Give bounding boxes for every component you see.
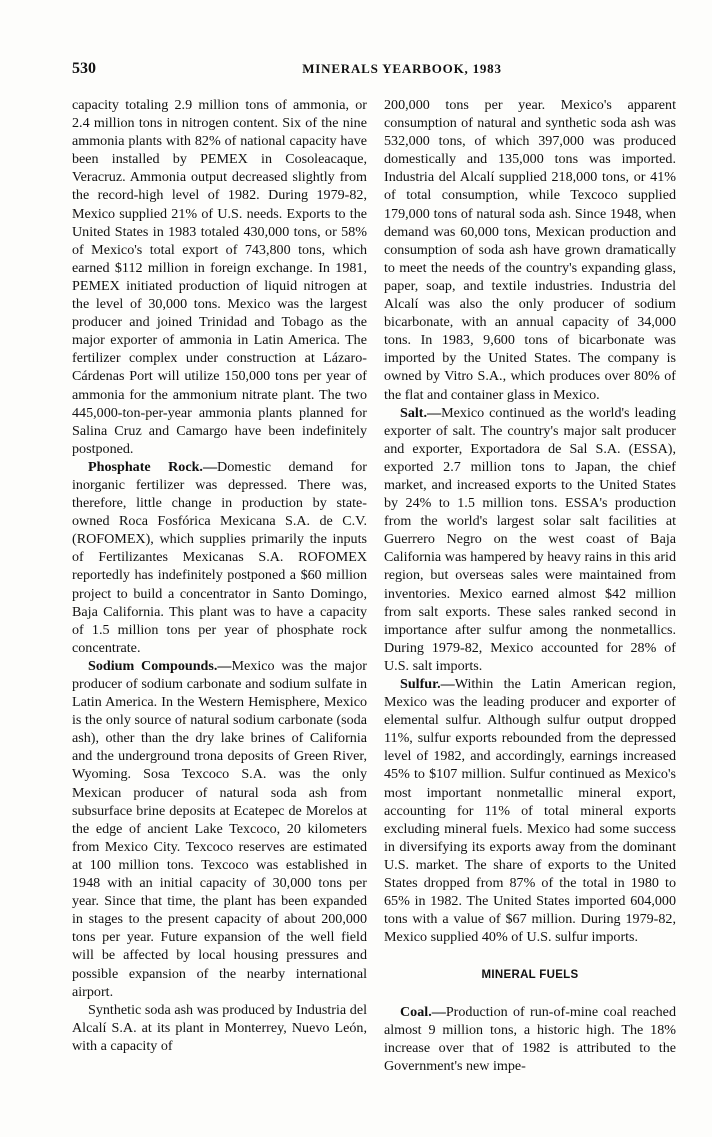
sulfur-heading: Sulfur.— [400,676,455,692]
sulfur-paragraph [384,675,676,946]
coal-paragraph [384,1003,676,1075]
coal-text: Production of run-of-mine coal reached almost 9 million tons, a historic high. The 18% increase over that of 1982 is attributed to the Government's new impe- [384,1003,676,1074]
synthetic-soda-ash-paragraph: Synthetic soda ash was produced by Industria del Alcalí S.A. at its plant in Monterrey, Nuevo León, with a capacity of [72,1001,367,1054]
sodium-compounds-paragraph [72,657,367,1001]
sodium-compounds-heading: Sodium Compounds.— [88,657,232,674]
phosphate-rock-text: Domestic demand for inorganic fertilizer was depressed. There was, therefore, little change in production by state-owned Roca Fosfórica Mexicana S.A. de C.V. (ROFOMEX), which supplies primarily the inputs of Fertilizantes Mexicanas S.A. ROFOMEX reportedly has indefinitely postponed a $60 million project to build a concentrator in Santo Domingo, Baja California. This plant was to have a capacity of 1.5 million tons per year of phosphate rock concentrate. [72,458,367,656]
salt-heading: Salt.— [400,404,442,421]
salt-paragraph [384,404,676,675]
running-title: MINERALS YEARBOOK, 1983 [302,61,502,76]
ammonia-paragraph: capacity totaling 2.9 million tons of ammonia, or 2.4 million tons in nitrogen content. Six of the nine ammonia plants with 82% of national capacity have been installed by PEMEX in Cosoleacaque, Veracruz. Ammonia output decreased slightly from the record-high level of 1982. During 1979-82, Mexico supplied 21% of U.S. needs. Exports to the United States in 1983 totaled 430,000 tons, or 58% of Mexico's total export of 743,800 tons, which earned $112 million in foreign exchange. In 1981, PEMEX initiated production of liquid nitrogen at the level of 30,000 tons. Mexico was the largest producer and joined Trinidad and Tobago as the major exporter of ammonia in Latin America. The fertilizer complex under construction at Lázaro-Cárdenas Port will utilize 150,000 tons per year of ammonia for the ammonium nitrate plant. The two 445,000-ton-per-year ammonia plants planned for Salina Cruz and Camargo have been indefinitely postponed. [72,97,367,457]
soda-ash-continued-paragraph: 200,000 tons per year. Mexico's apparent consumption of natural and synthetic soda ash was 532,000 tons, of which 397,000 was produced domestically and 135,000 tons was imported. Industria del Alcalí supplied 218,000 tons, or 41% of total consumption, while Texcoco supplied 179,000 tons of natural soda ash. Since 1948, when demand was 60,000 tons, Mexican production and consumption of soda ash have grown dramatically to meet the needs of the country's expanding glass, paper, soap, and textile industries. Industria del Alcalí was also the only producer of sodium bicarbonate, with an annual capacity of 34,000 tons. In 1983, 9,600 tons of bicarbonate was imported by the United States. The company is owned by Vitro S.A., which produces over 80% of the flat and container glass in Mexico. [384,97,676,403]
page-header [72,60,672,80]
page-number: 530 [72,60,96,77]
salt-text: Mexico continued as the world's leading exporter of salt. The country's major salt producer and exporter, Exportadora de Sal S.A. (ESSA), exported 2.7 million tons to Japan, the chief market, and increased exports to the United States by 24% to 1.5 million tons. ESSA's production from the world's largest solar salt facilities at Guerrero Negro on the west coast of Baja California was hampered by heavy rains in this arid region, but overseas sales were maintained from inventories. Mexico earned almost $42 million from salt exports. These sales ranked second in importance after sulfur among the nonmetallics. During 1979-82, Mexico accounted for 28% of U.S. salt imports. [384,404,676,674]
phosphate-rock-paragraph [72,458,367,657]
right-column [384,96,676,1075]
sulfur-text: Within the Latin American region, Mexico was the leading producer and exporter of elemental sulfur. Although sulfur output dropped 11%, sulfur exports rebounded from the depressed level of 1982, and accordingly, earnings increased 45% to $107 million. Sulfur continued as Mexico's most important nonmetallic mineral export, accounting for 11% of total mineral exports excluding mineral fuels. Mexico had some success in diversifying its exports away from the dominant U.S. market. The share of exports to the United States dropped from 87% of the total in 1980 to 65% in 1982. The United States imported 604,000 tons with a value of $67 million. During 1979-82, Mexico supplied 40% of U.S. sulfur imports. [384,676,676,946]
mineral-fuels-section-heading: MINERAL FUELS [481,969,579,982]
phosphate-rock-heading: Phosphate Rock.— [88,458,218,475]
left-column [72,96,367,1055]
sodium-compounds-text: Mexico was the major producer of sodium carbonate and sodium sulfate in Latin America. In the Western Hemisphere, Mexico is the only source of natural sodium carbonate (soda ash), other than the dry lake brines of California and the underground trona deposits of Green River, Wyoming. Sosa Texcoco S.A. was the only Mexican producer of natural soda ash from subsurface brine deposits at Ecatepec de Morelos at the edge of ancient Lake Texcoco, 20 kilometers from Mexico City. Texcoco reserves are estimated at 100 million tons. Texcoco was established in 1948 with an initial capacity of 30,000 tons per year. Since that time, the plant has been expanded in stages to the present capacity of about 200,000 tons per year. Future expansion of the well field will be affected by local housing pressures and possible expansion of the nearby international airport. [72,657,367,1000]
coal-heading: Coal.— [400,1003,446,1020]
